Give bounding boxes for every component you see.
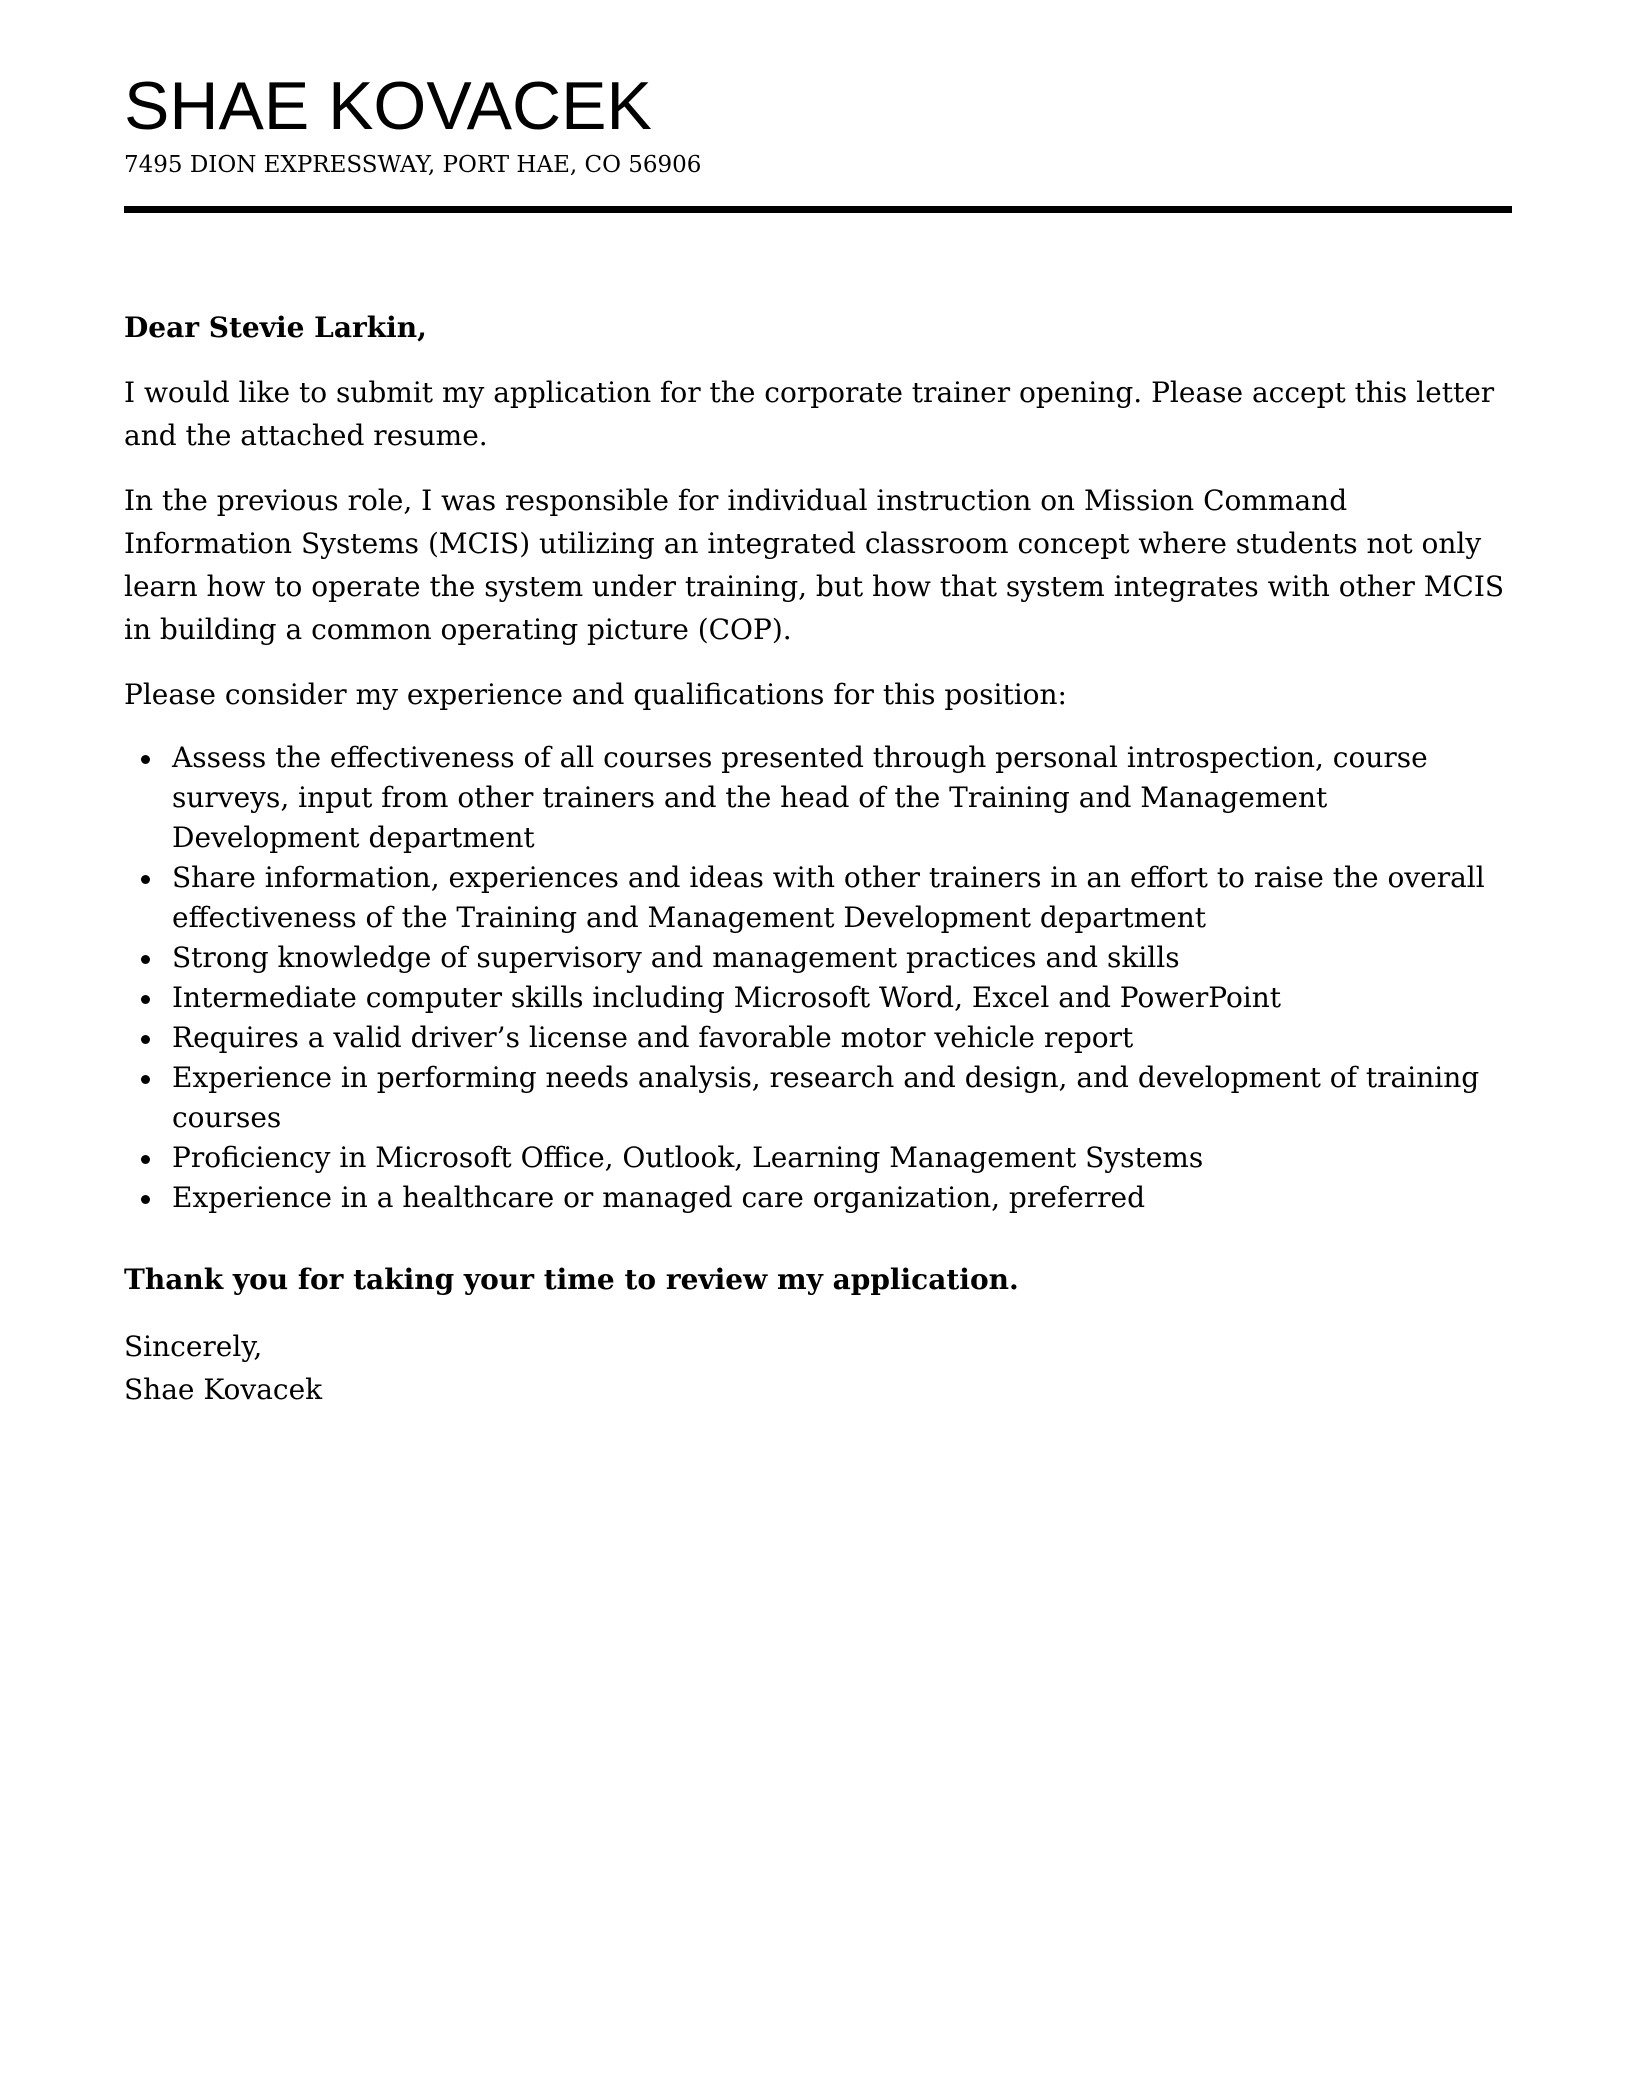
list-item-text: Experience in performing needs analysis, research and design, and development of training courses xyxy=(172,1061,1480,1134)
list-item xyxy=(124,938,1512,978)
bullet-icon xyxy=(141,875,150,884)
closing-statement: Thank you for taking your time to review my application. xyxy=(124,1263,1019,1296)
bullet-icon xyxy=(141,1195,150,1204)
list-item-text: Assess the effectiveness of all courses presented through personal introspection, course surveys, input from other trainers and the head of the Training and Management Development department xyxy=(172,741,1428,854)
list-item xyxy=(124,1058,1512,1138)
list-item-text: Experience in a healthcare or managed care organization, preferred xyxy=(172,1181,1145,1214)
bullet-icon xyxy=(141,755,150,764)
list-item-text: Requires a valid driver’s license and favorable motor vehicle report xyxy=(172,1021,1134,1054)
list-item xyxy=(124,1178,1512,1218)
bullet-icon xyxy=(141,1035,150,1044)
list-item-text: Share information, experiences and ideas with other trainers in an effort to raise the overall effectiveness of the Training and Management Development department xyxy=(172,861,1485,934)
paragraph-intro: I would like to submit my application for the corporate trainer opening. Please accept this letter and the attached resume. xyxy=(124,376,1495,452)
signoff-block xyxy=(124,1325,1512,1411)
bullet-icon xyxy=(141,1155,150,1164)
list-item-text: Proficiency in Microsoft Office, Outlook, Learning Management Systems xyxy=(172,1141,1204,1174)
signoff: Sincerely, xyxy=(124,1330,263,1363)
paragraph-experience: In the previous role, I was responsible for individual instruction on Mission Command Information Systems (MCIS) utilizing an integrated classroom concept where students not only learn how to operate the system under training, but how that system integrates with other MCIS in building a common operating picture (COP). xyxy=(124,484,1505,646)
letter-body xyxy=(124,306,1512,1411)
list-item xyxy=(124,738,1512,858)
list-item xyxy=(124,858,1512,938)
header-divider xyxy=(124,206,1512,213)
list-item xyxy=(124,978,1512,1018)
signature-name: Shae Kovacek xyxy=(124,1373,323,1406)
paragraph-qualifications-lead: Please consider my experience and qualifications for this position: xyxy=(124,678,1067,711)
bullet-icon xyxy=(141,995,150,1004)
bullet-icon xyxy=(141,955,150,964)
bullet-icon xyxy=(141,1075,150,1084)
list-item-text: Strong knowledge of supervisory and management practices and skills xyxy=(172,941,1180,974)
list-item xyxy=(124,1138,1512,1178)
salutation: Dear Stevie Larkin, xyxy=(124,311,427,344)
applicant-address: 7495 DION EXPRESSWAY, PORT HAE, CO 56906 xyxy=(124,152,702,178)
applicant-name: SHAE KOVACEK xyxy=(124,68,652,144)
list-item-text: Intermediate computer skills including Microsoft Word, Excel and PowerPoint xyxy=(172,981,1282,1014)
qualifications-list xyxy=(124,738,1512,1218)
list-item xyxy=(124,1018,1512,1058)
